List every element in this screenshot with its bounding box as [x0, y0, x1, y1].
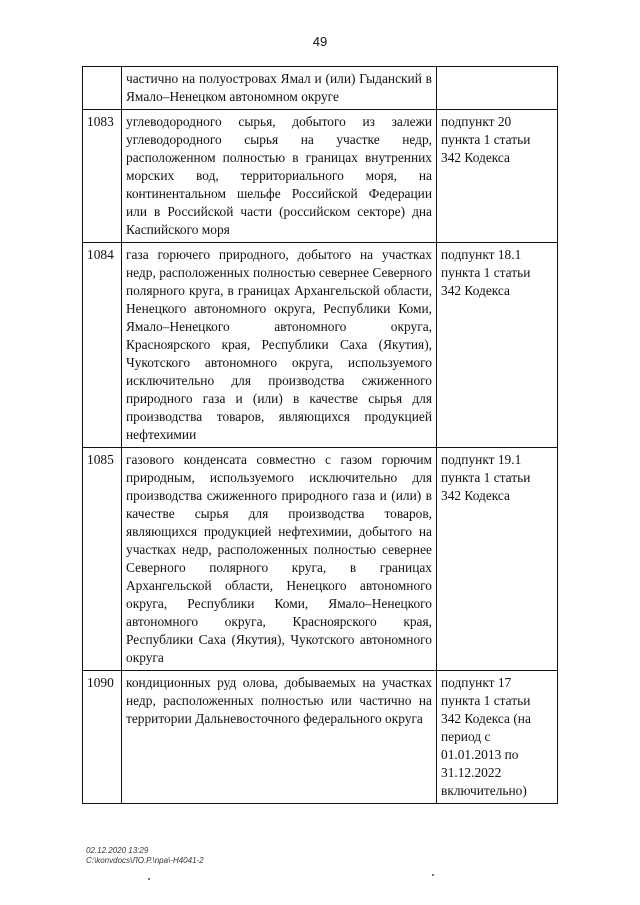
scan-speck	[432, 874, 434, 876]
footer-file-path: C:\konvdocs\ЛО.Р.\npa\-Н4041-2	[86, 856, 204, 865]
table-row	[83, 448, 558, 671]
row-reference: подпункт 20 пункта 1 статьи 342 Кодекса	[437, 110, 558, 243]
row-code: 1083	[83, 110, 122, 243]
row-code: 1090	[83, 671, 122, 804]
row-description: частично на полуостровах Ямал и (или) Гыданский в Ямало–Ненецком автономном округе	[122, 67, 437, 110]
row-description: газового конденсата совместно с газом горючим природным, используемого исключительно для производства сжиженного природного газа и (или) в качестве сырья для производства товаров, являющихся продукцией нефтехимии, добытого на участках недр, расположенных полностью севернее Северного полярного круга, в границах Архангельской области, Ненецкого автономного округа, Республики Коми, Ямало–Ненецкого автономного округа, Красноярского края, Республики Саха (Якутия), Чукотского автономного округа	[122, 448, 437, 671]
row-reference: подпункт 19.1 пункта 1 статьи 342 Кодекса	[437, 448, 558, 671]
page-number: 49	[312, 34, 328, 49]
row-code: 1085	[83, 448, 122, 671]
row-code: 1084	[83, 243, 122, 448]
row-reference: подпункт 17 пункта 1 статьи 342 Кодекса (на период с 01.01.2013 по 31.12.2022 включительно)	[437, 671, 558, 804]
row-reference: подпункт 18.1 пункта 1 статьи 342 Кодекса	[437, 243, 558, 448]
table-row	[83, 243, 558, 448]
document-footer	[86, 846, 204, 866]
table-row	[83, 110, 558, 243]
table-row	[83, 67, 558, 110]
row-description: углеводородного сырья, добытого из залежи углеводородного сырья на участке недр, расположенном полностью в границах внутренних морских вод, территориального моря, на континентальном шельфе Российской Федерации или в Российской части (российском секторе) дна Каспийского моря	[122, 110, 437, 243]
row-reference	[437, 67, 558, 110]
mineral-code-table	[82, 66, 558, 804]
scan-speck	[148, 878, 150, 880]
row-description: газа горючего природного, добытого на участках недр, расположенных полностью севернее Северного полярного круга, в границах Архангельской области, Ненецкого автономного округа, Республики Коми, Ямало–Ненецкого автономного округа, Красноярского края, Республики Саха (Якутия), Чукотского автономного округа, используемого исключительно для производства сжиженного природного газа и (или) в качестве сырья для производства товаров, являющихся продукцией нефтехимии	[122, 243, 437, 448]
row-description: кондиционных руд олова, добываемых на участках недр, расположенных полностью или частично на территории Дальневосточного федерального округа	[122, 671, 437, 804]
footer-timestamp: 02.12.2020 13:29	[86, 846, 149, 855]
table-row	[83, 671, 558, 804]
row-code	[83, 67, 122, 110]
